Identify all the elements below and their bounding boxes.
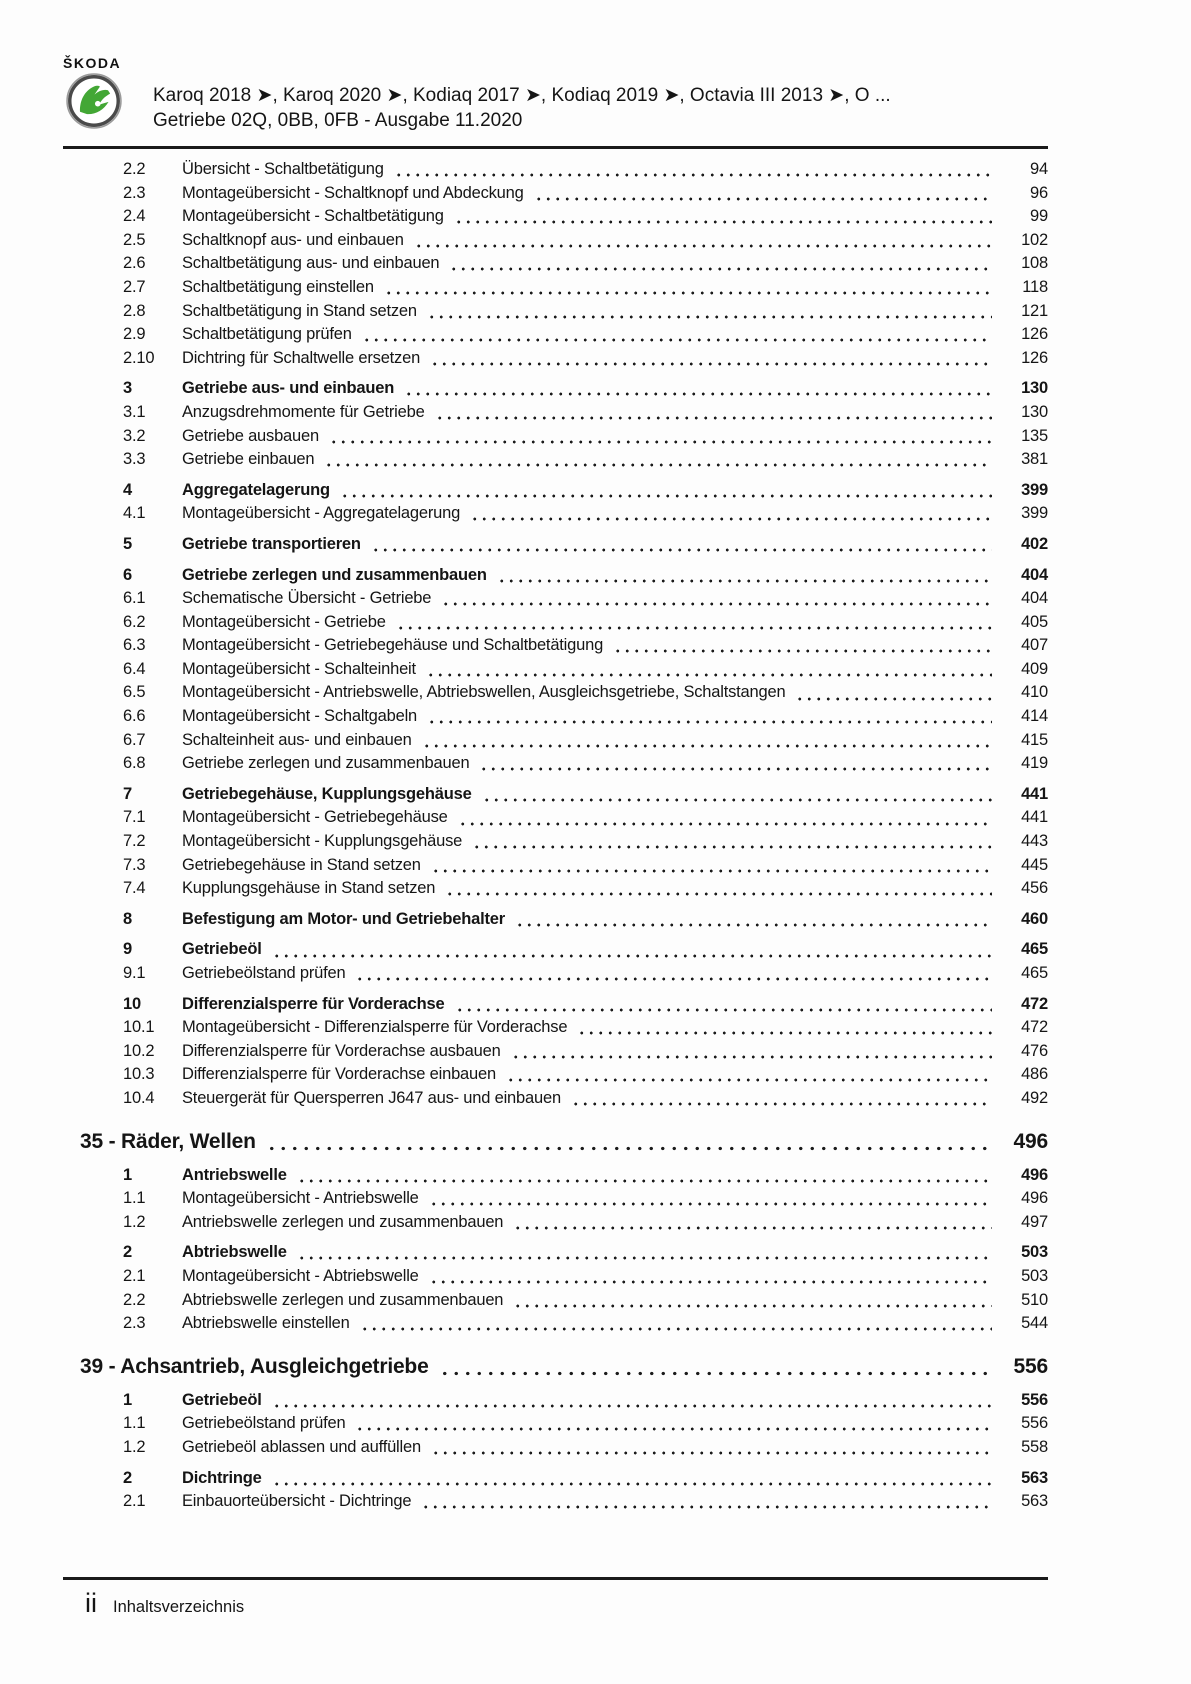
toc-entry-number: 6.7 [123,730,146,749]
toc-entry[interactable] [80,1289,1048,1313]
toc-entry-title: Abtriebswelle [182,1243,287,1262]
document-models-title: Karoq 2018 ➤, Karoq 2020 ➤, Kodiaq 2017 ➤, Kodiaq 2019 ➤, Octavia III 2013 ➤, O ... [153,85,891,106]
toc-entry[interactable] [80,347,1048,371]
dot-leader [795,681,992,705]
document-subtitle: Getriebe 02Q, 0BB, 0FB - Ausgabe 11.2020 [153,110,523,131]
toc-entry-title: Dichtringe [182,1468,262,1487]
toc-entry-number: 2.3 [123,1314,146,1333]
toc-entry-page: 419 [1021,754,1048,773]
dot-leader [414,229,992,253]
toc-entry-number: 2 [123,1243,132,1262]
toc-entry-title: Schaltbetätigung in Stand setzen [182,301,417,320]
toc-entry[interactable] [80,611,1048,635]
toc-entry-title: Montageübersicht - Getriebegehäuse [182,808,448,827]
toc-entry[interactable] [80,205,1048,229]
toc-entry-page: 441 [1021,808,1048,827]
dot-leader [613,634,992,658]
toc-entry[interactable] [80,502,1048,526]
toc-entry[interactable] [80,182,1048,206]
toc-entry-page: 121 [1021,301,1048,320]
toc-entry-number: 10.2 [123,1041,155,1060]
dot-leader [404,377,992,401]
toc-entry[interactable] [80,1127,1048,1157]
toc-entry-page: 496 [1021,1189,1048,1208]
toc-entry-title: Anzugsdrehmomente für Getriebe [182,402,425,421]
footer-divider [63,1577,1048,1580]
toc-entry-page: 405 [1021,612,1048,631]
toc-entry-page: 503 [1021,1266,1048,1285]
dot-leader [427,705,992,729]
toc-entry-number: 10.3 [123,1065,155,1084]
toc-entry[interactable] [80,1312,1048,1336]
folio-page-number: ii [85,1588,97,1618]
toc-entry[interactable] [80,1164,1048,1188]
toc-entry-page: 465 [1021,964,1048,982]
toc-list [80,158,1048,1514]
toc-entry-page: 381 [1021,450,1048,469]
toc-entry-number: 2.10 [123,348,155,367]
toc-entry-number: 2.7 [123,277,146,296]
toc-entry-page: 558 [1021,1437,1048,1456]
dot-leader [571,1087,992,1111]
toc-entry-number: 2.5 [123,230,146,249]
toc-entry-page: 407 [1021,636,1048,655]
toc-entry-page: 556 [1021,1390,1048,1409]
toc-entry-page: 460 [1021,909,1048,928]
toc-entry[interactable] [80,806,1048,830]
toc-entry[interactable] [80,425,1048,449]
dot-leader [439,1352,988,1382]
toc-entry-number: 1 [123,1165,132,1184]
toc-entry-title: Differenzialsperre für Vorderachse ausbauen [182,1041,501,1060]
toc-entry[interactable] [80,962,1048,986]
footer-section-label: Inhaltsverzeichnis [113,1598,245,1616]
toc-entry-title: Schaltbetätigung prüfen [182,325,352,344]
dot-leader [422,729,992,753]
toc-entry-page: 102 [1021,230,1048,249]
toc-entry-number: 7.3 [123,855,146,874]
toc-entry-title: Montageübersicht - Schaltbetätigung [182,207,444,226]
toc-entry[interactable] [80,229,1048,253]
toc-entry[interactable] [80,1467,1048,1491]
toc-entry-page: 563 [1021,1492,1048,1511]
toc-entry[interactable] [80,1040,1048,1064]
toc-entry-title: Montageübersicht - Antriebswelle [182,1189,419,1208]
toc-entry-title: Getriebeöl [182,940,262,959]
toc-entry[interactable] [80,1265,1048,1289]
toc-entry-title: Getriebegehäuse in Stand setzen [182,855,421,874]
toc-entry-page: 96 [1030,183,1048,202]
dot-leader [577,1016,992,1040]
dot-leader [272,1467,992,1491]
toc-entry[interactable] [80,323,1048,347]
toc-entry[interactable] [80,1211,1048,1235]
toc-entry-title: Montageübersicht - Aggregatelagerung [182,504,461,523]
toc-entry-page: 476 [1021,1041,1048,1060]
toc-entry-page: 556 [1013,1354,1048,1378]
dot-leader [272,1389,992,1413]
toc-entry-number: 2.2 [123,160,146,178]
toc-entry-number: 2.1 [123,1266,146,1285]
dot-leader [506,1063,992,1087]
toc-entry[interactable] [80,1016,1048,1040]
dot-leader [362,323,992,347]
toc-entry-title: Montageübersicht - Abtriebswelle [182,1266,419,1285]
toc-entry-title: Montageübersicht - Antriebswelle, Abtriebswellen, Ausgleichsgetriebe, Schaltstangen [182,683,786,702]
toc-entry[interactable] [80,1063,1048,1087]
toc-entry-number: 9.1 [123,964,146,982]
dot-leader [384,276,992,300]
toc-entry-title: Schalteinheit aus- und einbauen [182,730,412,749]
dot-leader [324,448,992,472]
toc-entry-title: Getriebe transportieren [182,534,361,553]
toc-entry-number: 10 [123,994,141,1013]
toc-entry-title: Getriebe zerlegen und zusammenbauen [182,754,470,773]
dot-leader [297,1164,992,1188]
toc-entry-title: 39 - Achsantrieb, Ausgleichgetriebe [80,1354,429,1378]
dot-leader [441,587,992,611]
toc-entry-page: 404 [1021,589,1048,608]
dot-leader [470,502,992,526]
toc-entry-title: Montageübersicht - Kupplungsgehäuse [182,832,463,851]
dot-leader [454,205,992,229]
toc-entry-title: Differenzialsperre für Vorderachse [182,994,445,1013]
toc-entry[interactable] [80,752,1048,776]
dot-leader [431,1436,992,1460]
toc-entry-number: 2.6 [123,254,146,273]
toc-entry-page: 465 [1021,940,1048,959]
dot-leader [396,611,992,635]
toc-entry-title: Übersicht - Schaltbetätigung [182,160,384,178]
toc-entry-page: 126 [1021,348,1048,367]
dot-leader [431,854,992,878]
dot-leader [479,752,992,776]
dot-leader [455,993,993,1017]
toc-entry-title: Montageübersicht - Getriebegehäuse und Schaltbetätigung [182,636,604,655]
toc-entry-page: 409 [1021,659,1048,678]
toc-entry-number: 6.3 [123,636,146,655]
toc-entry-title: Montageübersicht - Schaltgabeln [182,707,418,726]
toc-entry-number: 2.1 [123,1492,146,1511]
toc-entry-title: Getriebe einbauen [182,450,315,469]
dot-leader [515,908,992,932]
toc-entry[interactable] [80,681,1048,705]
toc-entry[interactable] [80,1412,1048,1436]
toc-entry-title: Abtriebswelle zerlegen und zusammenbauen [182,1290,504,1309]
dot-leader [445,877,992,901]
toc-entry[interactable] [80,877,1048,901]
dot-leader [534,182,992,206]
toc-entry-number: 7.1 [123,808,146,827]
toc-entry[interactable] [80,1352,1048,1382]
toc-entry-title: Getriebe aus- und einbauen [182,379,395,398]
toc-entry[interactable] [80,658,1048,682]
toc-entry-number: 4 [123,480,132,499]
toc-entry-page: 496 [1013,1129,1048,1153]
dot-leader [340,479,992,503]
toc-entry-title: Antriebswelle zerlegen und zusammenbauen [182,1212,504,1231]
toc-entry-page: 399 [1021,504,1048,523]
toc-entry[interactable] [80,908,1048,932]
toc-entry-page: 414 [1021,707,1048,726]
toc-entry-title: Kupplungsgehäuse in Stand setzen [182,879,436,898]
toc-entry-page: 472 [1021,994,1048,1013]
toc-entry-number: 1.2 [123,1437,146,1456]
skoda-wordmark: ŠKODA [63,55,122,71]
toc-entry-title: Montageübersicht - Schalteinheit [182,659,416,678]
toc-entry-page: 126 [1021,325,1048,344]
toc-entry-title: Montageübersicht - Getriebe [182,612,386,631]
toc-entry-page: 135 [1021,426,1048,445]
dot-leader [497,564,992,588]
toc-entry-page: 503 [1021,1243,1048,1262]
toc-entry-title: Getriebeölstand prüfen [182,964,346,982]
toc-entry-title: Dichtring für Schaltwelle ersetzen [182,348,421,367]
toc-entry[interactable] [80,854,1048,878]
toc-entry-number: 6.1 [123,589,146,608]
toc-entry-page: 486 [1021,1065,1048,1084]
toc-entry-title: Schaltbetätigung aus- und einbauen [182,254,440,273]
dot-leader [329,425,992,449]
toc-entry[interactable] [80,729,1048,753]
toc-entry-title: Schaltknopf aus- und einbauen [182,230,404,249]
toc-entry-title: Montageübersicht - Differenzialsperre für Vorderachse [182,1018,568,1037]
toc-entry-title: Steuergerät für Quersperren J647 aus- und einbauen [182,1088,561,1107]
dot-leader [371,533,992,557]
dot-leader [482,783,992,807]
toc-entry-page: 492 [1021,1088,1048,1107]
toc-entry-page: 402 [1021,534,1048,553]
toc-entry[interactable] [80,448,1048,472]
toc-entry-number: 1.1 [123,1414,146,1433]
toc-entry-title: Antriebswelle [182,1165,287,1184]
toc-entry[interactable] [80,830,1048,854]
toc-entry-title: Getriebeöl [182,1390,262,1409]
toc-entry-number: 6.4 [123,659,146,678]
toc-entry-number: 5 [123,534,132,553]
dot-leader [429,1187,992,1211]
dot-leader [513,1289,992,1313]
toc-entry-number: 7.4 [123,879,146,898]
toc-entry-number: 1 [123,1390,132,1409]
dot-leader [360,1312,992,1336]
toc-entry-title: Befestigung am Motor- und Getriebehalter [182,909,505,928]
toc-entry-number: 1.2 [123,1212,146,1231]
toc-entry-title: Aggregatelagerung [182,480,330,499]
toc-entry[interactable] [80,993,1048,1017]
toc-entry-number: 7.2 [123,832,146,851]
page-footer [85,1588,244,1618]
toc-entry[interactable] [80,401,1048,425]
toc-entry[interactable] [80,1187,1048,1211]
toc-entry-number: 8 [123,909,132,928]
toc-entry[interactable] [80,634,1048,658]
toc-entry[interactable] [80,587,1048,611]
toc-entry-page: 456 [1021,879,1048,898]
dot-leader [297,1241,992,1265]
toc-entry-number: 6.2 [123,612,146,631]
toc-entry-page: 399 [1021,480,1048,499]
toc-entry-number: 10.1 [123,1018,155,1037]
toc-entry-title: Differenzialsperre für Vorderachse einbauen [182,1065,496,1084]
toc-entry-title: Getriebeölstand prüfen [182,1414,346,1433]
dot-leader [429,1265,992,1289]
toc-entry-page: 443 [1021,832,1048,851]
toc-entry-number: 2 [123,1468,132,1487]
dot-leader [266,1127,988,1157]
toc-entry-number: 4.1 [123,504,146,523]
toc-entry-page: 563 [1021,1468,1048,1487]
toc-entry[interactable] [80,938,1048,962]
toc-entry[interactable] [80,276,1048,300]
toc-entry[interactable] [80,564,1048,588]
header-divider [63,146,1048,149]
toc-entry-page: 94 [1030,160,1048,178]
dot-leader [421,1490,992,1514]
toc-entry-title: Getriebeöl ablassen und auffüllen [182,1437,421,1456]
toc-entry-page: 410 [1021,683,1048,702]
dot-leader [394,158,992,182]
toc-entry[interactable] [80,300,1048,324]
toc-entry[interactable] [80,377,1048,401]
skoda-brand-block [63,55,149,134]
toc-entry-title: Getriebe ausbauen [182,426,319,445]
toc-entry-title: 35 - Räder, Wellen [80,1129,256,1153]
skoda-winged-arrow-logo-icon [66,73,149,134]
toc-entry[interactable] [80,1389,1048,1413]
toc-entry-number: 2.9 [123,325,146,344]
toc-entry-page: 404 [1021,565,1048,584]
toc-entry-number: 1.1 [123,1189,146,1208]
toc-entry-page: 496 [1021,1165,1048,1184]
toc-entry[interactable] [80,479,1048,503]
toc-entry[interactable] [80,1241,1048,1265]
header-text [153,83,953,133]
dot-leader [511,1040,992,1064]
toc-entry-number: 2.8 [123,301,146,320]
toc-entry[interactable] [80,783,1048,807]
toc-entry-page: 472 [1021,1018,1048,1037]
toc-entry-page: 130 [1021,402,1048,421]
toc-entry-number: 6 [123,565,132,584]
toc-entry-number: 6.5 [123,683,146,702]
dot-leader [355,962,992,986]
toc-entry-page: 108 [1021,254,1048,273]
toc-entry-page: 445 [1021,855,1048,874]
dot-leader [449,252,992,276]
toc-entry-number: 6.6 [123,707,146,726]
toc-entry-number: 10.4 [123,1088,155,1107]
dot-leader [355,1412,992,1436]
toc-entry-number: 6.8 [123,754,146,773]
toc-entry-page: 544 [1021,1314,1048,1333]
toc-entry-page: 441 [1021,784,1048,803]
toc-entry-page: 415 [1021,730,1048,749]
toc-entry-title: Schaltbetätigung einstellen [182,277,374,296]
toc-entry-number: 3.3 [123,450,146,469]
dot-leader [435,401,992,425]
toc-entry-number: 2.3 [123,183,146,202]
toc-entry-number: 3.2 [123,426,146,445]
toc-entry-page: 118 [1022,277,1048,296]
toc-entry-title: Getriebegehäuse, Kupplungsgehäuse [182,784,472,803]
toc-entry-title: Montageübersicht - Schaltknopf und Abdeckung [182,183,524,202]
dot-leader [272,938,992,962]
toc-entry-number: 2.2 [123,1290,146,1309]
toc-entry-page: 510 [1021,1290,1048,1309]
toc-entry-title: Einbauorteübersicht - Dichtringe [182,1492,412,1511]
toc-entry-number: 3 [123,379,132,398]
toc-entry-number: 3.1 [123,402,146,421]
toc-entry-page: 497 [1021,1212,1048,1231]
dot-leader [513,1211,992,1235]
toc-entry-title: Getriebe zerlegen und zusammenbauen [182,565,487,584]
toc-entry[interactable] [80,1087,1048,1111]
toc-entry-number: 2.4 [123,207,146,226]
toc-entry-title: Schematische Übersicht - Getriebe [182,589,432,608]
toc-entry-page: 556 [1021,1414,1048,1433]
toc-entry[interactable] [80,705,1048,729]
toc-entry[interactable] [80,158,1048,182]
dot-leader [426,658,992,682]
toc-entry-page: 99 [1030,207,1048,226]
toc-entry-number: 9 [123,940,132,959]
toc-entry-page: 130 [1021,379,1048,398]
toc-entry-title: Abtriebswelle einstellen [182,1314,350,1333]
toc-entry-number: 7 [123,784,132,803]
toc-entry[interactable] [80,1490,1048,1514]
dot-leader [430,347,992,371]
dot-leader [472,830,992,854]
toc-entry[interactable] [80,1436,1048,1460]
toc-entry[interactable] [80,533,1048,557]
toc-entry[interactable] [80,252,1048,276]
dot-leader [427,300,992,324]
dot-leader [458,806,992,830]
